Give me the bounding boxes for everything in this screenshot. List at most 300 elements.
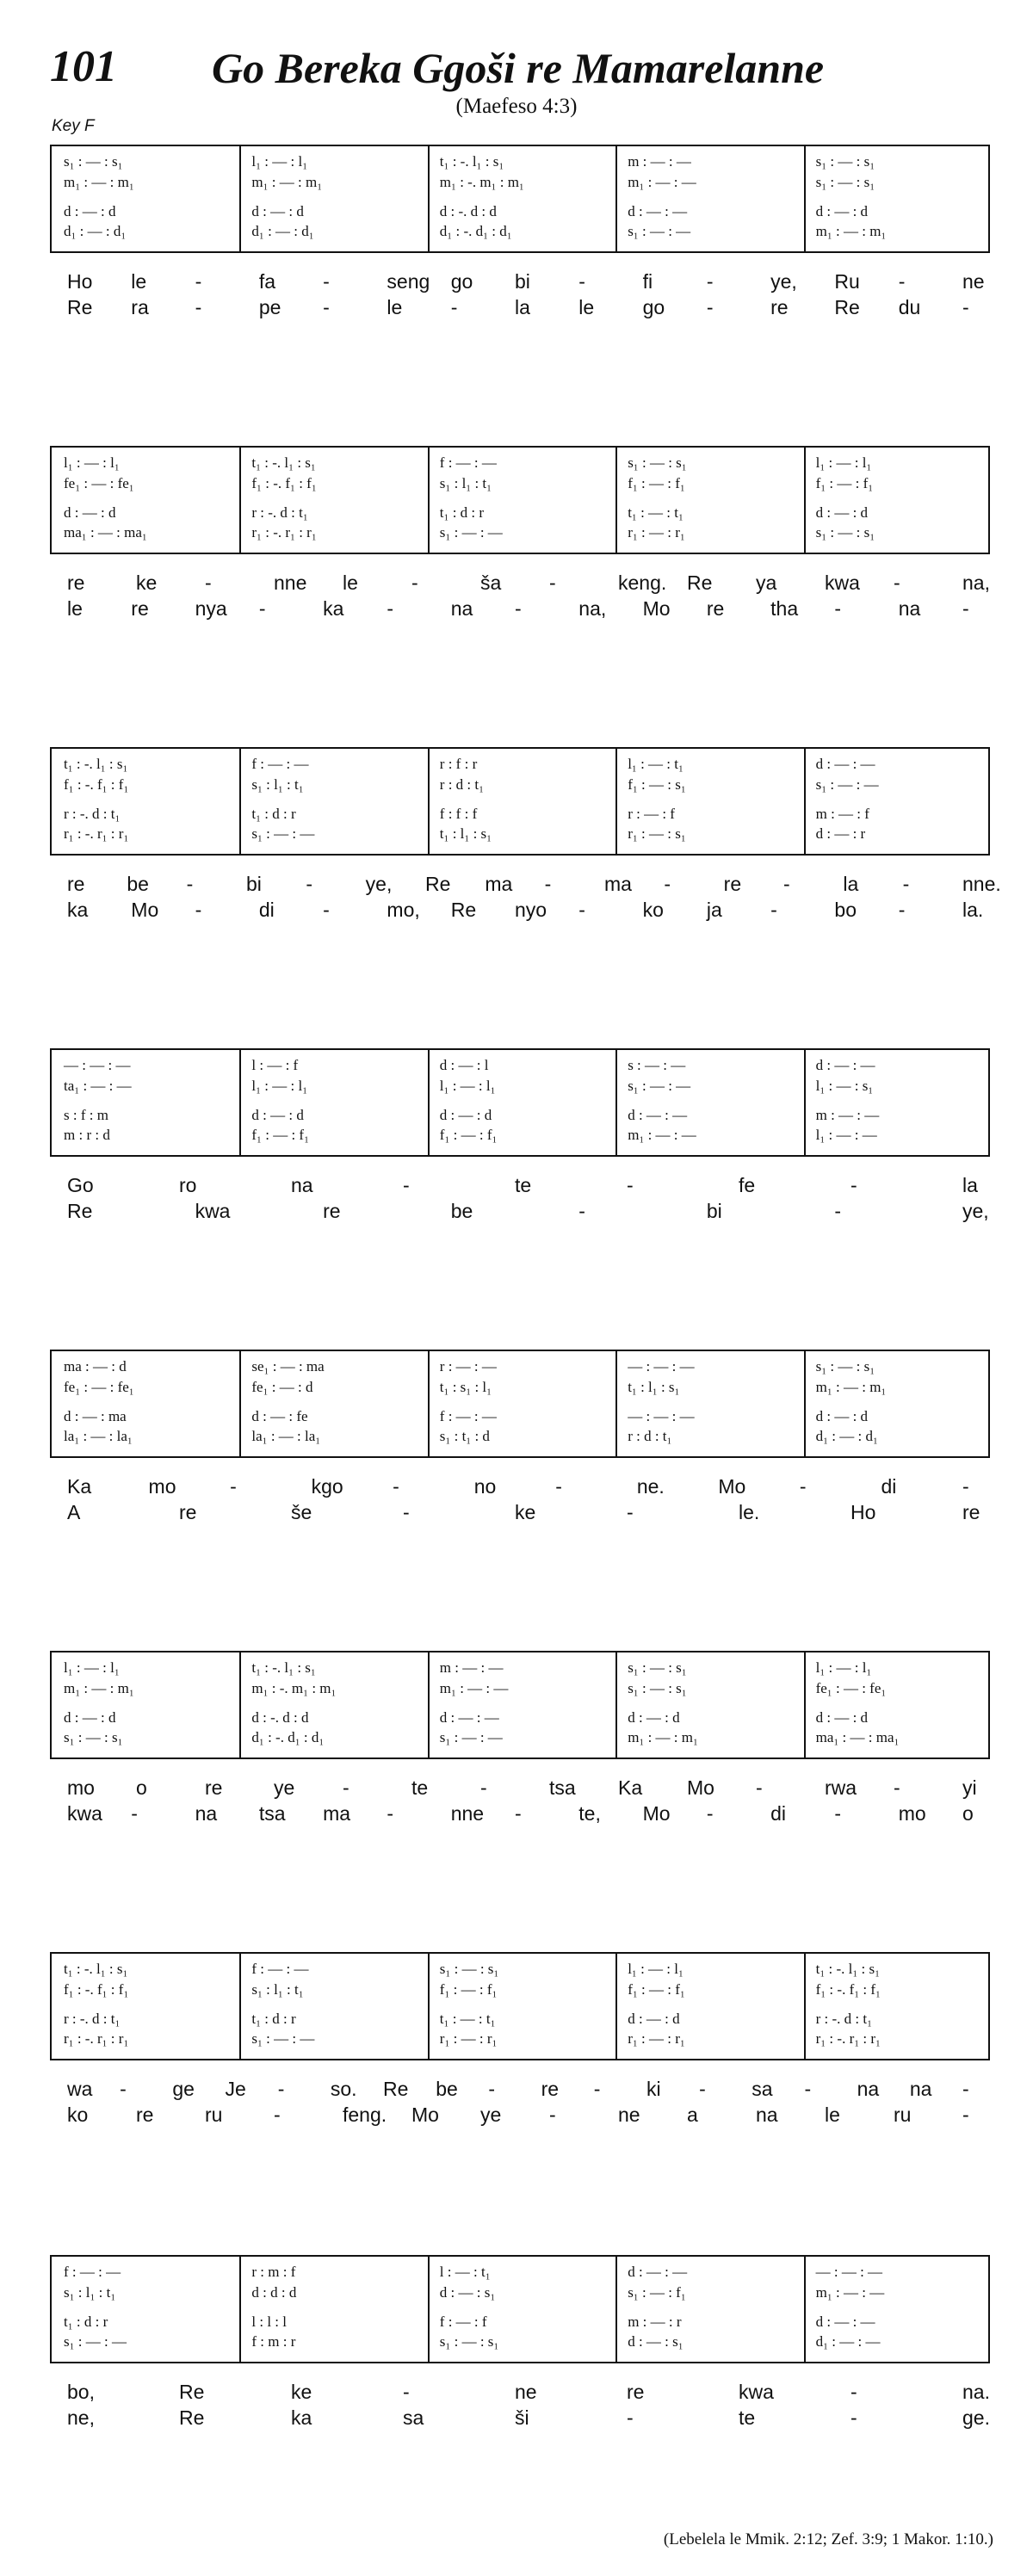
bar-line <box>804 1954 806 2059</box>
sol-fa-notes: m₁ : — : m₁ <box>628 1729 698 1745</box>
sol-fa-notes: m₁ : — : — <box>815 2284 885 2301</box>
sol-fa-notes: s₁ : l₁ : t₁ <box>439 475 492 491</box>
bar-line <box>428 1050 430 1155</box>
lyric-syllable: na <box>195 1802 218 1825</box>
sol-fa-notes: s₁ : — : s₁ <box>439 2333 499 2350</box>
lyric-syllable: A <box>67 1501 81 1523</box>
lyric-syllable: - <box>627 1501 634 1523</box>
lyric-syllable: tsa <box>549 1776 576 1799</box>
sol-fa-notes: l₁ : — : s₁ <box>815 1078 874 1094</box>
bar-line <box>804 1351 806 1456</box>
bar-line <box>804 1050 806 1155</box>
sol-fa-notes: d : — : — <box>815 1057 875 1073</box>
sol-fa-notes: r : -. d : t₁ <box>64 806 121 822</box>
sol-fa-notes: f : — : — <box>251 1961 309 1977</box>
lyric-syllable: ne <box>962 270 985 293</box>
sol-fa-notes: f : f : f <box>439 806 478 822</box>
sol-fa-notes: l₁ : — : — <box>815 1127 877 1143</box>
sol-fa-notes: r₁ : — : r₁ <box>439 2030 498 2047</box>
sol-fa-notes: t₁ : s₁ : l₁ <box>439 1379 492 1395</box>
lyric-syllable: le <box>578 296 595 318</box>
sol-fa-notes: f₁ : — : f₁ <box>439 1981 498 1998</box>
lyric-syllable: re <box>323 1200 341 1222</box>
lyric-syllable: re <box>706 597 725 620</box>
lyric-syllable: - <box>894 571 900 594</box>
sol-fa-notes: d₁ : -. d₁ : d₁ <box>251 1729 325 1745</box>
lyric-syllable: - <box>578 270 585 293</box>
lyric-syllable: - <box>783 873 790 895</box>
lyric-syllable: na <box>291 1174 313 1196</box>
lyric-syllable: nne <box>450 1802 485 1825</box>
lyric-syllable: - <box>195 270 202 293</box>
sol-fa-notes: d : — : ma <box>64 1408 127 1424</box>
sol-fa-notes: f₁ : — : f₁ <box>251 1127 310 1143</box>
sol-fa-notes: r : d : t₁ <box>439 776 485 793</box>
lyric-syllable: ne, <box>67 2406 95 2429</box>
lyric-syllable: Ho <box>851 1501 876 1523</box>
sol-fa-notes: fe₁ : — : d <box>251 1379 313 1395</box>
hymn-number: 101 <box>50 42 117 91</box>
sol-fa-notes: t₁ : l₁ : s₁ <box>628 1379 680 1395</box>
lyric-syllable: bi <box>706 1200 722 1222</box>
lyric-syllable: ru <box>205 2103 223 2126</box>
lyric-syllable: ne. <box>636 1475 665 1498</box>
lyric-syllable: - <box>549 571 556 594</box>
bar-line <box>615 1050 617 1155</box>
lyric-syllable: - <box>962 1475 969 1498</box>
lyric-syllable: kwa <box>739 2381 774 2403</box>
lyric-syllable: ma <box>604 873 632 895</box>
lyric-syllable: la <box>515 296 530 318</box>
bar-line <box>239 146 241 251</box>
lyric-syllable: - <box>230 1475 237 1498</box>
sol-fa-notes: l₁ : — : l₁ <box>64 454 120 471</box>
sol-fa-notes: t₁ : -. l₁ : s₁ <box>251 1659 316 1676</box>
bar-line <box>428 1351 430 1456</box>
sol-fa-notes: r : d : t₁ <box>628 1428 672 1444</box>
bar-line <box>804 146 806 251</box>
sol-fa-notes: l₁ : — : l₁ <box>815 454 872 471</box>
lyric-syllable: na <box>450 597 473 620</box>
lyric-syllable: nne. <box>962 873 1001 895</box>
lyric-syllable: re <box>627 2381 645 2403</box>
lyric-syllable: - <box>488 2078 496 2100</box>
lyric-syllable: Re <box>450 899 477 921</box>
lyric-syllable: - <box>851 2406 857 2429</box>
staff-box <box>50 2255 990 2363</box>
hymn-title: Go Bereka Ggoši re Mamarelanne <box>212 44 825 92</box>
lyric-syllable: - <box>306 873 312 895</box>
lyric-syllable: - <box>962 2103 969 2126</box>
lyric-syllable: ke <box>515 1501 536 1523</box>
lyric-syllable: Re <box>67 296 93 318</box>
lyric-syllable: - <box>593 2078 601 2100</box>
lyric-syllable: le <box>343 571 358 594</box>
lyric-syllable: fe <box>739 1174 756 1196</box>
lyric-syllable: - <box>323 270 330 293</box>
sol-fa-notes: s₁ : — : s₁ <box>64 153 123 170</box>
lyric-syllable: - <box>549 2103 556 2126</box>
bar-line <box>615 1954 617 2059</box>
sol-fa-notes: f : — : — <box>251 756 309 772</box>
sol-fa-notes: d₁ : — : d₁ <box>64 223 127 239</box>
lyric-syllable: ye, <box>770 270 797 293</box>
sol-fa-notes: fe₁ : — : fe₁ <box>64 1379 134 1395</box>
sol-fa-notes: m₁ : -. m₁ : m₁ <box>439 174 524 190</box>
sol-fa-notes: d₁ : -. d₁ : d₁ <box>439 223 512 239</box>
lyric-syllable: le <box>387 296 403 318</box>
sol-fa-notes: la₁ : — : la₁ <box>251 1428 321 1444</box>
lyric-syllable: - <box>756 1776 763 1799</box>
lyric-syllable: re <box>205 1776 223 1799</box>
lyric-syllable: sa <box>403 2406 424 2429</box>
lyric-syllable: la. <box>962 899 984 921</box>
lyric-syllable: Re <box>179 2381 205 2403</box>
sol-fa-notes: — : — : — <box>64 1057 131 1073</box>
sol-fa-notes: l₁ : — : l₁ <box>64 1659 120 1676</box>
lyric-syllable: - <box>851 2381 857 2403</box>
sol-fa-notes: r : f : r <box>439 756 478 772</box>
lyric-syllable: - <box>387 1802 394 1825</box>
lyric-syllable: ge. <box>962 2406 990 2429</box>
lyric-syllable: re <box>67 873 85 895</box>
bar-line <box>428 749 430 854</box>
sol-fa-notes: ma₁ : — : ma₁ <box>815 1729 900 1745</box>
lyric-syllable: o <box>962 1802 974 1825</box>
key-signature: Key F <box>52 117 95 135</box>
lyric-syllable: - <box>834 1200 842 1222</box>
scripture-reference: (Maefeso 4:3) <box>455 95 578 118</box>
lyric-syllable: ge <box>172 2078 195 2100</box>
sol-fa-notes: s : — : — <box>628 1057 686 1073</box>
sol-fa-notes: m₁ : — : — <box>439 1680 509 1696</box>
sol-fa-notes: l₁ : — : l₁ <box>251 153 308 170</box>
sol-fa-notes: s₁ : l₁ : t₁ <box>64 2284 116 2301</box>
lyric-syllable: Ho <box>67 270 93 293</box>
lyric-syllable: - <box>770 899 777 921</box>
bar-line <box>239 1351 241 1456</box>
sol-fa-notes: d : d : d <box>251 2284 297 2301</box>
lyric-syllable: bo, <box>67 2381 95 2403</box>
lyric-syllable: ma <box>323 1802 351 1825</box>
lyric-syllable: Mo <box>411 2103 439 2126</box>
sol-fa-notes: d : — : d <box>628 1709 680 1726</box>
lyric-syllable: la <box>843 873 859 895</box>
sol-fa-notes: f : — : — <box>64 2264 121 2280</box>
lyric-syllable: ko <box>642 899 664 921</box>
lyric-syllable: mo, <box>387 899 420 921</box>
bar-line <box>428 1954 430 2059</box>
sol-fa-notes: m₁ : — : m₁ <box>815 1379 887 1395</box>
sol-fa-notes: m₁ : — : m₁ <box>64 1680 134 1696</box>
lyric-syllable: - <box>186 873 194 895</box>
lyric-syllable: ke <box>291 2381 312 2403</box>
lyric-syllable: na <box>756 2103 778 2126</box>
sol-fa-notes: l₁ : — : l₁ <box>815 1659 872 1676</box>
lyric-syllable: na <box>909 2078 932 2100</box>
lyric-syllable: go <box>450 270 473 293</box>
sol-fa-notes: d₁ : — : d₁ <box>251 223 314 239</box>
lyric-syllable: fa <box>258 270 276 293</box>
lyric-syllable: na, <box>962 571 990 594</box>
lyric-syllable: be <box>436 2078 458 2100</box>
sol-fa-notes: l₁ : — : l₁ <box>251 1078 308 1094</box>
lyric-syllable: - <box>450 296 458 318</box>
sol-fa-notes: r₁ : — : r₁ <box>628 524 685 541</box>
lyric-syllable: ye, <box>962 1200 989 1222</box>
bar-line <box>428 448 430 553</box>
bar-line <box>615 1652 617 1757</box>
staff-box <box>50 1350 990 1458</box>
sol-fa-notes: f : — : f <box>439 2313 487 2330</box>
sol-fa-notes: d : — : d <box>251 1107 304 1123</box>
lyric-syllable: bi <box>515 270 530 293</box>
lyric-syllable: kwa <box>195 1200 231 1222</box>
sol-fa-notes: r₁ : -. r₁ : r₁ <box>251 524 317 541</box>
sol-fa-notes: t₁ : d : r <box>64 2313 108 2330</box>
lyric-syllable: Je <box>225 2078 246 2100</box>
lyric-syllable: Mo <box>642 1802 671 1825</box>
sol-fa-notes: f₁ : — : f₁ <box>628 1981 685 1998</box>
lyric-syllable: te, <box>578 1802 601 1825</box>
lyric-syllable: - <box>403 1174 410 1196</box>
lyric-syllable: di <box>258 899 275 921</box>
lyric-syllable: ša <box>480 571 502 594</box>
sol-fa-notes: l : l : l <box>251 2313 288 2330</box>
bar-line <box>239 2257 241 2362</box>
sol-fa-notes: — : — : — <box>628 1358 695 1374</box>
sol-fa-notes: r₁ : — : r₁ <box>628 2030 685 2047</box>
bar-line <box>239 1050 241 1155</box>
sol-fa-notes: f₁ : -. f₁ : f₁ <box>64 776 129 793</box>
lyric-syllable: nya <box>195 597 227 620</box>
sol-fa-notes: d : — : d <box>64 203 116 219</box>
lyric-syllable: re <box>962 1501 980 1523</box>
lyric-syllable: - <box>555 1475 562 1498</box>
lyric-syllable: - <box>898 270 906 293</box>
sol-fa-notes: s₁ : l₁ : t₁ <box>251 776 304 793</box>
lyric-syllable: - <box>274 2103 281 2126</box>
lyric-syllable: o <box>136 1776 147 1799</box>
sol-fa-notes: d : — : d <box>815 1408 869 1424</box>
lyric-syllable: - <box>706 296 714 318</box>
lyric-syllable: - <box>544 873 552 895</box>
sol-fa-notes: f : — : — <box>439 1408 497 1424</box>
lyric-syllable: ru <box>894 2103 912 2126</box>
lyric-syllable: - <box>902 873 910 895</box>
sol-fa-notes: m₁ : — : — <box>628 174 696 190</box>
sol-fa-notes: d : — : d <box>251 203 304 219</box>
lyric-syllable: ka <box>291 2406 312 2429</box>
sol-fa-notes: l : — : t₁ <box>439 2264 491 2280</box>
sol-fa-notes: d : — : s₁ <box>439 2284 496 2301</box>
sol-fa-notes: r : -. d : t₁ <box>251 504 308 521</box>
sol-fa-notes: r : -. d : t₁ <box>64 2011 121 2027</box>
lyric-syllable: re <box>136 2103 154 2126</box>
lyric-syllable: - <box>195 296 202 318</box>
lyric-syllable: a <box>687 2103 698 2126</box>
lyric-syllable: Re <box>179 2406 205 2429</box>
lyric-syllable: - <box>834 597 842 620</box>
sol-fa-notes: ta₁ : — : — <box>64 1078 132 1094</box>
sol-fa-notes: m₁ : — : m₁ <box>251 174 323 190</box>
sol-fa-notes: r : — : — <box>439 1358 497 1374</box>
lyric-syllable: nne <box>274 571 307 594</box>
staff-box <box>50 145 990 253</box>
lyric-syllable: - <box>343 1776 349 1799</box>
lyric-syllable: - <box>323 296 330 318</box>
lyric-syllable: na. <box>962 2381 990 2403</box>
sol-fa-notes: s₁ : — : s₁ <box>628 1680 687 1696</box>
lyric-syllable: keng. <box>618 571 667 594</box>
sol-fa-notes: s₁ : — : s₁ <box>628 1659 687 1676</box>
sol-fa-notes: m₁ : — : m₁ <box>815 223 887 239</box>
sol-fa-notes: d : — : — <box>439 1709 499 1726</box>
lyric-syllable: Re <box>425 873 451 895</box>
lyric-syllable: ka <box>323 597 344 620</box>
lyric-syllable: kgo <box>311 1475 343 1498</box>
lyric-syllable: - <box>277 2078 285 2100</box>
lyric-syllable: - <box>627 2406 634 2429</box>
lyric-syllable: be <box>450 1200 473 1222</box>
lyric-syllable: - <box>706 1802 714 1825</box>
sol-fa-notes: d : — : r <box>815 825 866 842</box>
staff-box <box>50 1952 990 2060</box>
sol-fa-notes: s : f : m <box>64 1107 108 1123</box>
sol-fa-notes: d : — : d <box>628 2011 680 2027</box>
sol-fa-notes: d₁ : — : d₁ <box>815 1428 878 1444</box>
lyric-syllable: du <box>898 296 921 318</box>
bar-line <box>615 2257 617 2362</box>
lyric-syllable: - <box>578 899 585 921</box>
sol-fa-notes: r : — : f <box>628 806 675 822</box>
bar-line <box>428 146 430 251</box>
sol-fa-notes: s₁ : — : — <box>439 524 503 541</box>
lyric-syllable: pe <box>258 296 281 318</box>
lyric-syllable: sa <box>752 2078 773 2100</box>
staff-box <box>50 1048 990 1157</box>
sol-fa-notes: s₁ : — : s₁ <box>815 524 875 541</box>
sol-fa-notes: s₁ : — : — <box>628 223 691 239</box>
sol-fa-notes: t₁ : l₁ : s₁ <box>439 825 492 842</box>
lyric-syllable: Ru <box>834 270 860 293</box>
sol-fa-notes: d : — : — <box>628 1107 688 1123</box>
lyric-syllable: so. <box>330 2078 357 2100</box>
lyric-syllable: - <box>120 2078 127 2100</box>
lyric-syllable: - <box>799 1475 807 1498</box>
sol-fa-notes: s₁ : — : s₁ <box>815 174 875 190</box>
lyric-syllable: na, <box>578 597 607 620</box>
sol-fa-notes: d₁ : — : — <box>815 2333 881 2350</box>
sol-fa-notes: t₁ : -. l₁ : s₁ <box>251 454 316 471</box>
sol-fa-notes: d : -. d : d <box>251 1709 309 1726</box>
sol-fa-notes: t₁ : d : r <box>251 806 296 822</box>
staff-box <box>50 1651 990 1759</box>
lyric-syllable: Re <box>67 1200 93 1222</box>
lyric-syllable: - <box>131 1802 138 1825</box>
sol-fa-notes: m : — : — <box>628 153 691 170</box>
lyric-syllable: - <box>411 571 418 594</box>
lyric-syllable: yi <box>962 1776 977 1799</box>
lyric-syllable: ki <box>646 2078 661 2100</box>
lyric-syllable: ka <box>67 899 89 921</box>
sol-fa-notes: l₁ : — : l₁ <box>439 1078 496 1094</box>
bar-line <box>428 1652 430 1757</box>
lyric-syllable: feng. <box>343 2103 387 2126</box>
sol-fa-notes: m : — : r <box>628 2313 682 2330</box>
sol-fa-notes: la₁ : — : la₁ <box>64 1428 133 1444</box>
lyric-syllable: re <box>723 873 742 895</box>
sol-fa-notes: f₁ : — : f₁ <box>815 475 874 491</box>
sol-fa-notes: d : — : d <box>815 203 869 219</box>
lyric-syllable: Ka <box>618 1776 643 1799</box>
sol-fa-notes: m₁ : -. m₁ : m₁ <box>251 1680 337 1696</box>
lyric-syllable: le <box>67 597 83 620</box>
sol-fa-notes: r₁ : -. r₁ : r₁ <box>815 2030 881 2047</box>
lyric-syllable: mo <box>148 1475 176 1498</box>
lyric-syllable: na <box>857 2078 880 2100</box>
lyric-syllable: - <box>706 270 714 293</box>
sol-fa-notes: d : — : — <box>815 2313 875 2330</box>
lyric-syllable: - <box>627 1174 634 1196</box>
bar-line <box>239 1652 241 1757</box>
lyric-syllable: - <box>804 2078 812 2100</box>
lyric-syllable: - <box>515 1802 522 1825</box>
sol-fa-notes: d : — : — <box>815 756 875 772</box>
lyric-syllable: - <box>962 296 969 318</box>
sol-fa-notes: t₁ : — : t₁ <box>628 504 684 521</box>
sol-fa-notes: m : — : f <box>815 806 869 822</box>
sol-fa-notes: — : — : — <box>628 1408 695 1424</box>
sol-fa-notes: f₁ : -. f₁ : f₁ <box>251 475 317 491</box>
lyric-syllable: - <box>195 899 202 921</box>
sol-fa-notes: fe₁ : — : fe₁ <box>64 475 134 491</box>
lyric-syllable: bi <box>246 873 262 895</box>
lyric-syllable: re <box>770 296 789 318</box>
lyric-syllable: Re <box>383 2078 409 2100</box>
lyric-syllable: - <box>403 1501 410 1523</box>
sol-fa-notes: s₁ : — : s₁ <box>815 153 875 170</box>
lyric-syllable: ra <box>131 296 149 318</box>
sol-fa-notes: t₁ : -. l₁ : s₁ <box>439 153 504 170</box>
bar-line <box>804 1652 806 1757</box>
lyric-syllable: re <box>541 2078 560 2100</box>
sol-fa-notes: m : — : — <box>439 1659 504 1676</box>
sol-fa-notes: d : — : d <box>64 1709 116 1726</box>
sol-fa-notes: d : — : d <box>815 504 869 521</box>
sol-fa-notes: d : — : d <box>64 504 116 521</box>
sol-fa-notes: f : m : r <box>251 2333 296 2350</box>
sol-fa-notes: m₁ : — : — <box>628 1127 696 1143</box>
lyric-syllable: seng <box>387 270 430 293</box>
lyric-syllable: ja <box>706 899 722 921</box>
lyric-syllable: re <box>179 1501 197 1523</box>
bar-line <box>804 749 806 854</box>
sol-fa-notes: s₁ : — : — <box>628 1078 691 1094</box>
sol-fa-notes: r₁ : -. r₁ : r₁ <box>64 825 129 842</box>
lyric-syllable: ye <box>480 2103 502 2126</box>
lyric-syllable: ši <box>515 2406 529 2429</box>
sol-fa-notes: m : r : d <box>64 1127 110 1143</box>
sol-fa-notes: s₁ : — : s₁ <box>628 454 687 471</box>
sol-fa-notes: l₁ : — : t₁ <box>628 756 684 772</box>
sol-fa-notes: r : m : f <box>251 2264 296 2280</box>
lyric-syllable: nyo <box>515 899 547 921</box>
lyric-syllable: - <box>258 597 266 620</box>
sol-fa-notes: m₁ : — : m₁ <box>64 174 134 190</box>
lyric-syllable: ke <box>136 571 158 594</box>
lyric-syllable: re <box>131 597 149 620</box>
